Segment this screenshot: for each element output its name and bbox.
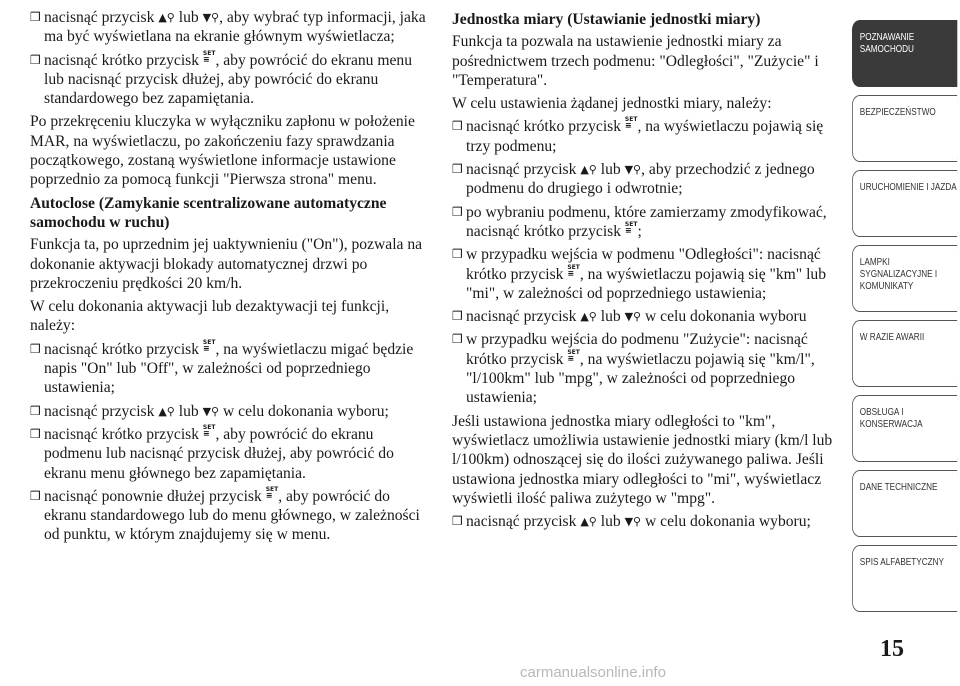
section-heading: Autoclose (Zamykanie scentralizowane automatyczne samochodu w ruchu) [30,194,387,231]
bullet-text: nacisnąć przycisk ▲⚲ lub ▼⚲ w celu dokonania wyboru [466,308,807,326]
bullet-checkbox-icon: ❒ [452,514,463,529]
set-button-icon: SET ≡ [202,338,216,353]
bullet-text: w przypadku wejścia do podmenu "Zużycie": nacisnąć krótko przycisk SET ≡ , na wyświetlaczu pojawią się "km/l", "l/100km" lub "mpg", w zależności od poprzedniego ustawienia; [466,331,815,407]
bullet-checkbox-icon: ❒ [30,426,41,441]
paragraph: Funkcja ta, po uprzednim jej uaktywnieniu ("On"), pozwala na dokonanie aktywacji blokady automatycznej drzwi po przekroczeniu prędkości 20 km/h. [30,236,423,292]
bullet-text: nacisnąć krótko przycisk SET ≡ , aby powrócić do ekranu menu lub nacisnąć przycisk dłużej, aby powrócić do ekranu standardowego bez zapamiętania. [44,49,413,108]
up-arrow-button-icon: ▲⚲ [158,11,175,24]
set-button-icon: SET ≡ [624,116,638,131]
bullet-text: nacisnąć ponownie dłużej przycisk SET ≡ , aby powrócić do ekranu standardowego lub do menu głównego, w zależności od punktu, w którym znajdujemy się w menu. [44,485,420,544]
bullet-text: nacisnąć przycisk ▲⚲ lub ▼⚲, aby przechodzić z jednego podmenu do drugiego i odwrotnie; [466,161,815,198]
bullet-item [30,8,430,47]
set-button-icon: SET ≡ [202,423,216,438]
tab-uruchomienie[interactable] [852,170,957,237]
bullet-text: nacisnąć przycisk ▲⚲ lub ▼⚲ w celu dokonania wyboru; [466,513,811,531]
up-arrow-button-icon: ▲⚲ [580,163,597,177]
bullet-item [30,51,430,109]
down-arrow-button-icon: ▼⚲ [624,515,642,529]
bullet-checkbox-icon: ❒ [452,309,463,324]
tab-label: DANE TECHNICZNE [859,481,938,493]
set-button-icon: SET ≡ [265,485,279,500]
bullet-checkbox-icon: ❒ [30,10,41,24]
paragraph: Po przekręceniu kluczyka w wyłączniku zapłonu w położenie MAR, na wyświetlaczu, po zakończeniu fazy sprawdzania początkowego, zostaną wyświetlone informacje ustawione poprzednio za pomocą funkcji "Pierwsza strona" menu. [30,113,415,189]
down-arrow-button-icon: ▼⚲ [202,11,220,24]
left-column [30,8,430,549]
bullet-checkbox-icon: ❒ [30,341,41,356]
tab-label: W RAZIE AWARII [859,331,925,343]
bullet-checkbox-icon: ❒ [452,247,463,262]
bullet-checkbox-icon: ❒ [30,403,41,418]
bullet-item [452,245,840,303]
bullet-checkbox-icon: ❒ [452,119,463,134]
bullet-text: nacisnąć przycisk ▲⚲ lub ▼⚲, aby wybrać typ informacji, jaka ma być wyświetlana na ekranie głównym wyświetlacza; [44,9,426,46]
paragraph: Jeśli ustawiona jednostka miary odległości to "km", wyświetlacz umożliwia ustawienie jednostki miary (km/l lub l/100km) odnoszącej się do ilości zużywanego paliwa. Jeśli ustawiona jednostka miary odległości to "mi", wyświetlacz wyświetli ilość paliwa zużytego w "mpg". [452,412,833,507]
bullet-item [452,160,840,199]
tab-label: OBSŁUGA I KONSERWACJA [859,406,923,430]
set-button-icon: SET ≡ [567,348,580,363]
bullet-item [30,487,430,545]
set-button-icon: SET ≡ [202,49,216,64]
chapter-tabs [852,20,960,620]
tab-lampki[interactable] [852,245,957,312]
bullet-text: nacisnąć krótko przycisk SET ≡ , na wyświetlaczu pojawią się trzy podmenu; [466,116,824,155]
bullet-item [452,512,840,531]
page-number: 15 [880,636,904,662]
tab-label: URUCHOMIENIE I JAZDA [859,181,957,193]
tab-label: LAMPKI SYGNALIZACYJNE I KOMUNIKATY [859,256,938,292]
set-button-icon: SET ≡ [567,263,580,278]
watermark: carmanualsonline.info [520,664,666,681]
up-arrow-button-icon: ▲⚲ [580,515,597,529]
bullet-checkbox-icon: ❒ [30,488,41,503]
section-heading: Jednostka miary (Ustawianie jednostki miary) [452,11,761,28]
tab-obsluga[interactable] [852,395,957,462]
bullet-checkbox-icon: ❒ [452,332,463,347]
tab-dane[interactable] [852,470,957,537]
tab-label: SPIS ALFABETYCZNY [859,556,945,568]
bullet-item [452,117,840,156]
bullet-checkbox-icon: ❒ [452,204,463,219]
up-arrow-button-icon: ▲⚲ [158,404,175,418]
paragraph: W celu dokonania aktywacji lub dezaktywacji tej funkcji, należy: [30,298,390,335]
right-column [452,8,840,535]
down-arrow-button-icon: ▼⚲ [624,310,642,324]
bullet-checkbox-icon: ❒ [452,162,463,177]
bullet-text: w przypadku wejścia w podmenu "Odległości": nacisnąć krótko przycisk SET ≡ , na wyświetlaczu pojawią się "km" lub "mi", w zależności od poprzedniego ustawienia; [466,246,827,302]
tab-bezpieczenstwo[interactable] [852,95,957,162]
paragraph: W celu ustawienia żądanej jednostki miary, należy: [452,95,772,113]
bullet-item [452,330,840,407]
tab-poznawanie[interactable] [852,20,957,87]
tab-label: POZNAWANIE SAMOCHODU [859,31,915,55]
down-arrow-button-icon: ▼⚲ [202,404,220,418]
bullet-item [30,340,430,398]
bullet-text: nacisnąć krótko przycisk SET ≡ , na wyświetlaczu migać będzie napis "On" lub "Off", w zależności od poprzedniego ustawienia; [44,338,414,397]
paragraph: Funkcja ta pozwala na ustawienie jednostki miary za pośrednictwem trzech podmenu: "Odległości", "Zużycie" i "Temperatura". [452,33,819,89]
bullet-item [30,402,430,421]
bullet-text: nacisnąć krótko przycisk SET ≡ , aby powrócić do ekranu podmenu lub nacisnąć przycisk dłużej, aby powrócić do ekranu menu głównego bez zapamiętania. [44,423,394,482]
tab-spis[interactable] [852,545,957,612]
tab-label: BEZPIECZEŃSTWO [859,106,936,118]
bullet-item [452,307,840,326]
bullet-checkbox-icon: ❒ [30,52,41,67]
bullet-item [452,203,840,242]
up-arrow-button-icon: ▲⚲ [580,310,597,324]
down-arrow-button-icon: ▼⚲ [624,163,642,177]
set-button-icon: SET ≡ [624,220,638,235]
tab-awarii[interactable] [852,320,957,387]
bullet-text: nacisnąć przycisk ▲⚲ lub ▼⚲ w celu dokonania wyboru; [44,402,389,420]
bullet-item [30,425,430,483]
bullet-text: po wybraniu podmenu, które zamierzamy zmodyfikować, nacisnąć krótko przycisk SET ≡ ; [466,203,827,240]
